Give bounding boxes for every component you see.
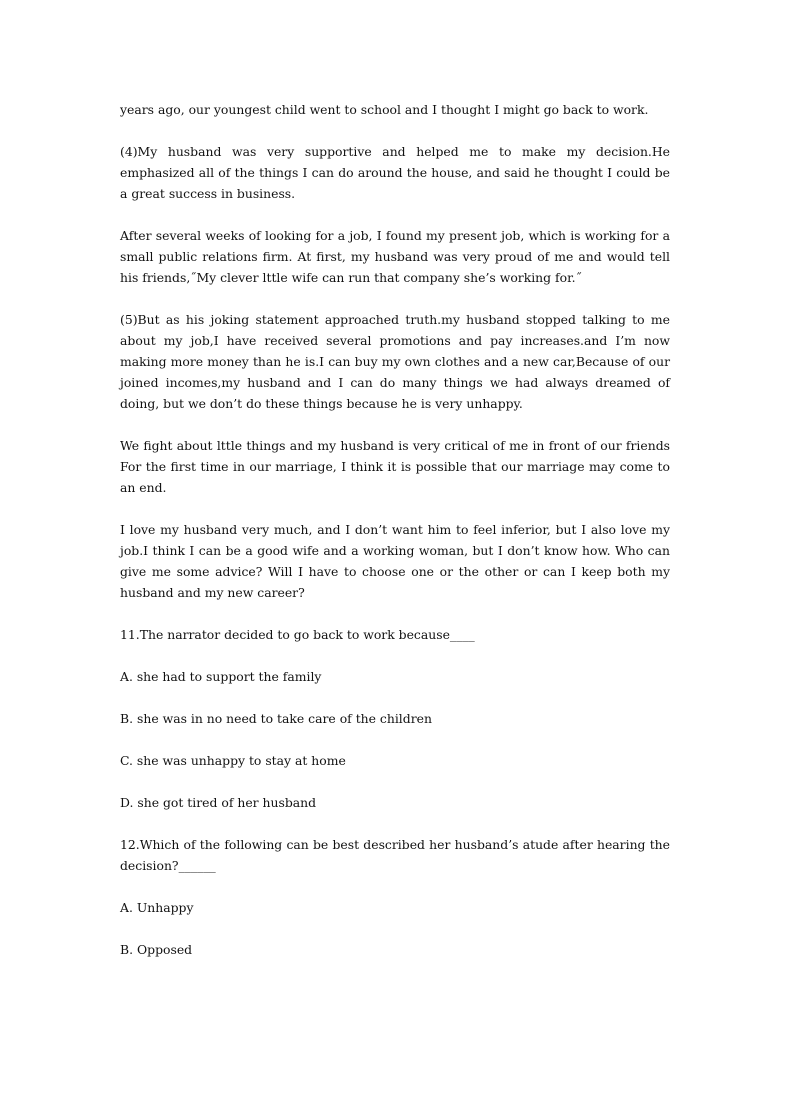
paragraph-supportive-husband: (4)My husband was very supportive and helped me to make my decision.He emphasized all of the things I can do around the house, and said he thought I could be a great success in business. (120, 144, 670, 201)
question-11-option-c: C. she was unhappy to stay at home (120, 753, 346, 768)
question-12-option-b: B. Opposed (120, 942, 193, 957)
question-12-stem: 12.Which of the following can be best described her husband’s atude after hearing the decision?______ (120, 837, 670, 873)
question-12-option-a: A. Unhappy (120, 900, 194, 915)
paragraph-fight: We fight about lttle things and my husband is very critical of me in front of our friends For the first time in our marriage, I think it is possible that our marriage may come to an end. (120, 438, 670, 495)
question-11-option-a: A. she had to support the family (120, 669, 322, 684)
paragraph-advice: I love my husband very much, and I don’t want him to feel inferior, but I also love my job.I think I can be a good wife and a working woman, but I don’t know how. Who can give me some advice? Will I have to choose one or the other or can I keep both my husband and my new career? (120, 522, 670, 600)
question-11-stem: 11.The narrator decided to go back to work because____ (120, 627, 475, 642)
question-11-option-b: B. she was in no need to take care of the children (120, 711, 432, 726)
paragraph-years-ago: years ago, our youngest child went to school and I thought I might go back to work. (120, 102, 649, 117)
question-11-option-d: D. she got tired of her husband (120, 795, 317, 810)
paragraph-joking-statement: (5)But as his joking statement approached truth.my husband stopped talking to me about my job,I have received several promotions and pay increases.and I’m now making more money than he is.I can buy my own clothes and a new car,Because of our joined incomes,my husband and I can do many things we had always dreamed of doing, but we don’t do these things because he is very unhappy. (120, 312, 670, 411)
document-page (120, 99, 670, 981)
paragraph-present-job: After several weeks of looking for a job, I found my present job, which is working for a small public relations firm. At first, my husband was very proud of me and would tell his friends,˝My clever lttle wife can run that company she’s working for.˝ (120, 228, 670, 285)
